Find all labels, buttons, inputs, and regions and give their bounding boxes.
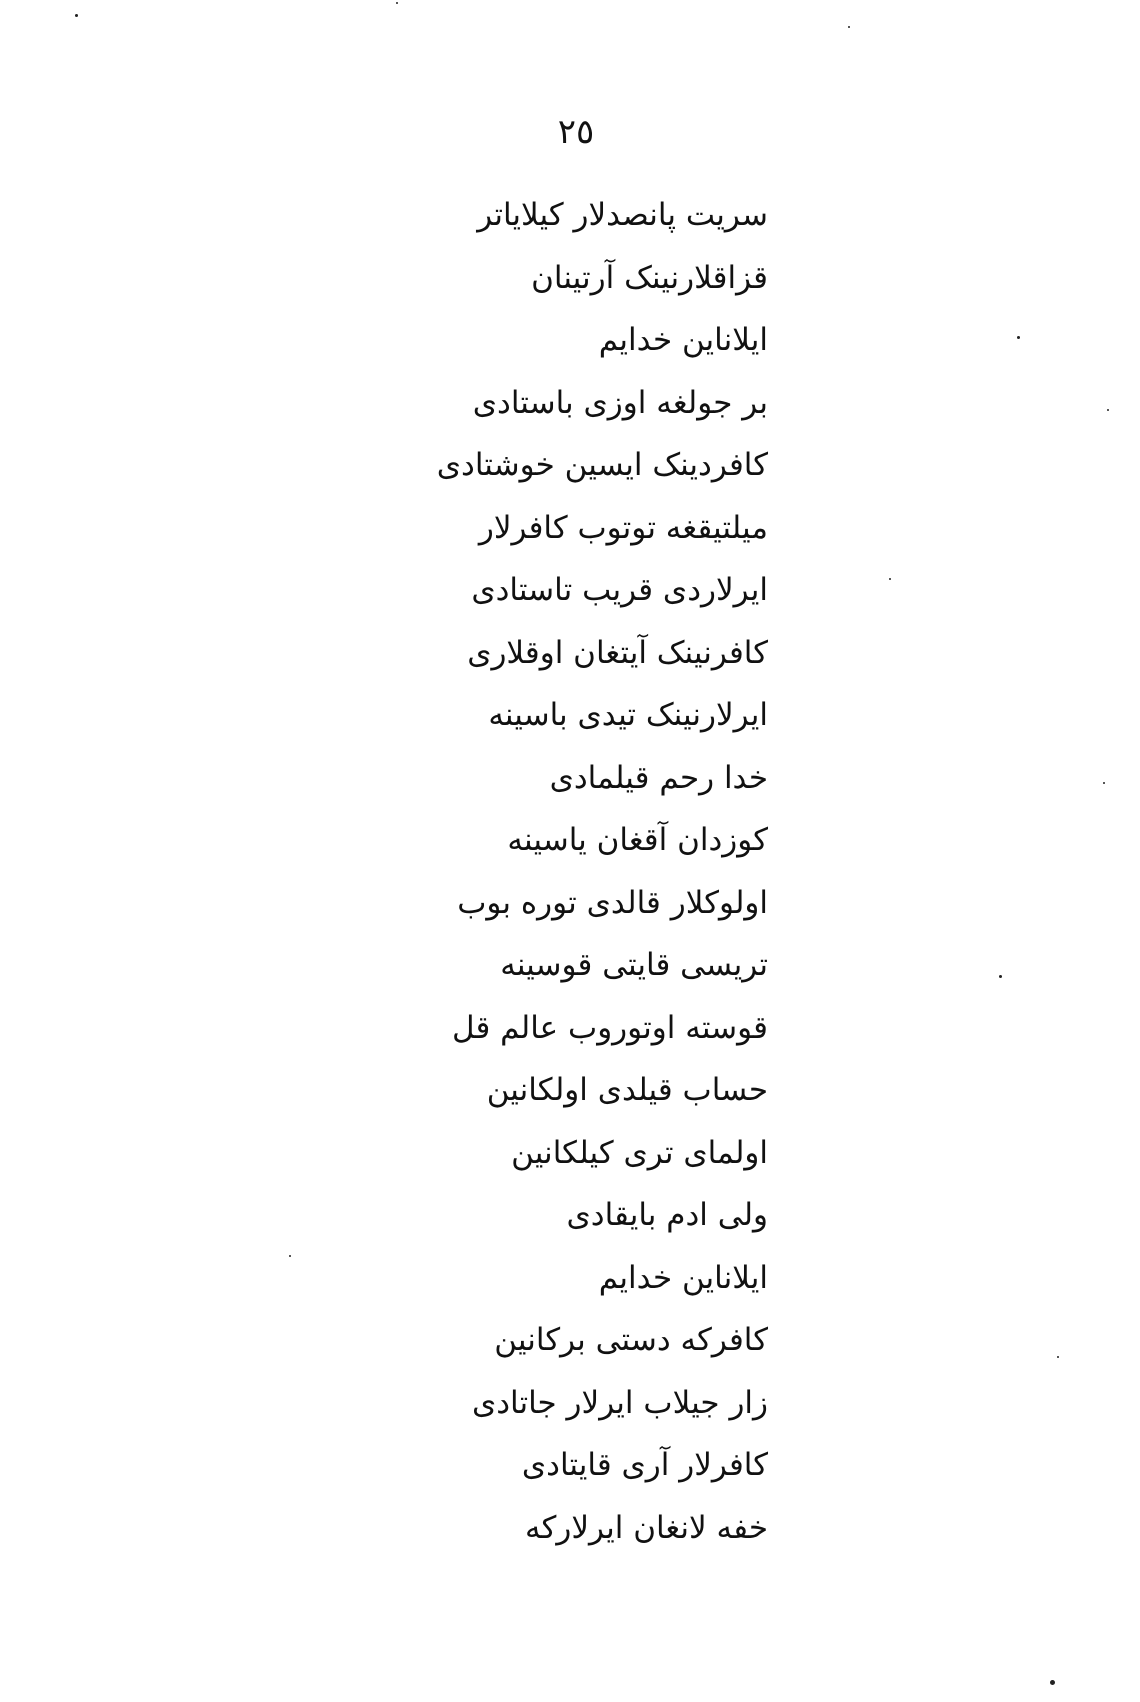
scan-speck xyxy=(396,2,398,4)
scan-speck xyxy=(1103,782,1105,784)
verse-line: زار جیلاب ایرلار جاتادی xyxy=(471,1384,768,1421)
scan-speck xyxy=(889,578,891,580)
scan-speck xyxy=(75,14,78,17)
verse-line: کافرنینک آیتغان اوقلاری xyxy=(467,634,768,671)
verse-line: کافردینک ایسین خوشتادی xyxy=(436,447,768,483)
verse-line: خدا رحم قیلمادی xyxy=(549,759,768,796)
poem-text xyxy=(388,184,768,1559)
verse-line: میلتیقغه توتوب کافرلار xyxy=(478,509,768,546)
scan-speck xyxy=(1107,409,1109,411)
verse-line: بر جولغه اوزی باستادی xyxy=(472,384,768,421)
verse-line: کوزدان آقغان یاسینه xyxy=(507,822,768,858)
verse-line: قزاقلارنینک آرتینان xyxy=(531,259,768,296)
scan-speck xyxy=(289,1255,291,1257)
verse-line: اولمای تری کیلکانین xyxy=(511,1134,768,1171)
verse-line: ولی ادم بایقادی xyxy=(566,1197,768,1233)
verse-line: ایرلاردی قریب تاستادی xyxy=(471,572,768,608)
verse-line: حساب قیلدی اولکانین xyxy=(486,1072,768,1108)
scan-speck xyxy=(1050,1680,1055,1685)
verse-line: سریت پانصدلار کیلایاتر xyxy=(477,197,768,233)
verse-line: تریسی قایتی قوسینه xyxy=(500,947,768,983)
verse-line: کافرلار آری قایتادی xyxy=(521,1447,768,1483)
page-number: ٢٥ xyxy=(557,112,595,152)
scan-speck xyxy=(848,26,850,28)
verse-line: اولوکلار قالدی توره بوب xyxy=(457,884,768,921)
verse-line: کافرکه دستی برکانین xyxy=(494,1322,768,1358)
scan-speck xyxy=(1017,336,1020,339)
verse-line: ایلاناین خدایم xyxy=(598,322,768,358)
verse-line: ایلاناین خدایم xyxy=(598,1259,768,1296)
verse-line: قوسته اوتوروب عالم قل xyxy=(451,1009,768,1046)
verse-line: خفه لانغان ایرلارکه xyxy=(524,1509,768,1546)
verse-line: ایرلارنینک تیدی باسینه xyxy=(488,697,768,733)
scan-speck xyxy=(1057,1356,1059,1358)
scan-speck xyxy=(999,975,1002,978)
